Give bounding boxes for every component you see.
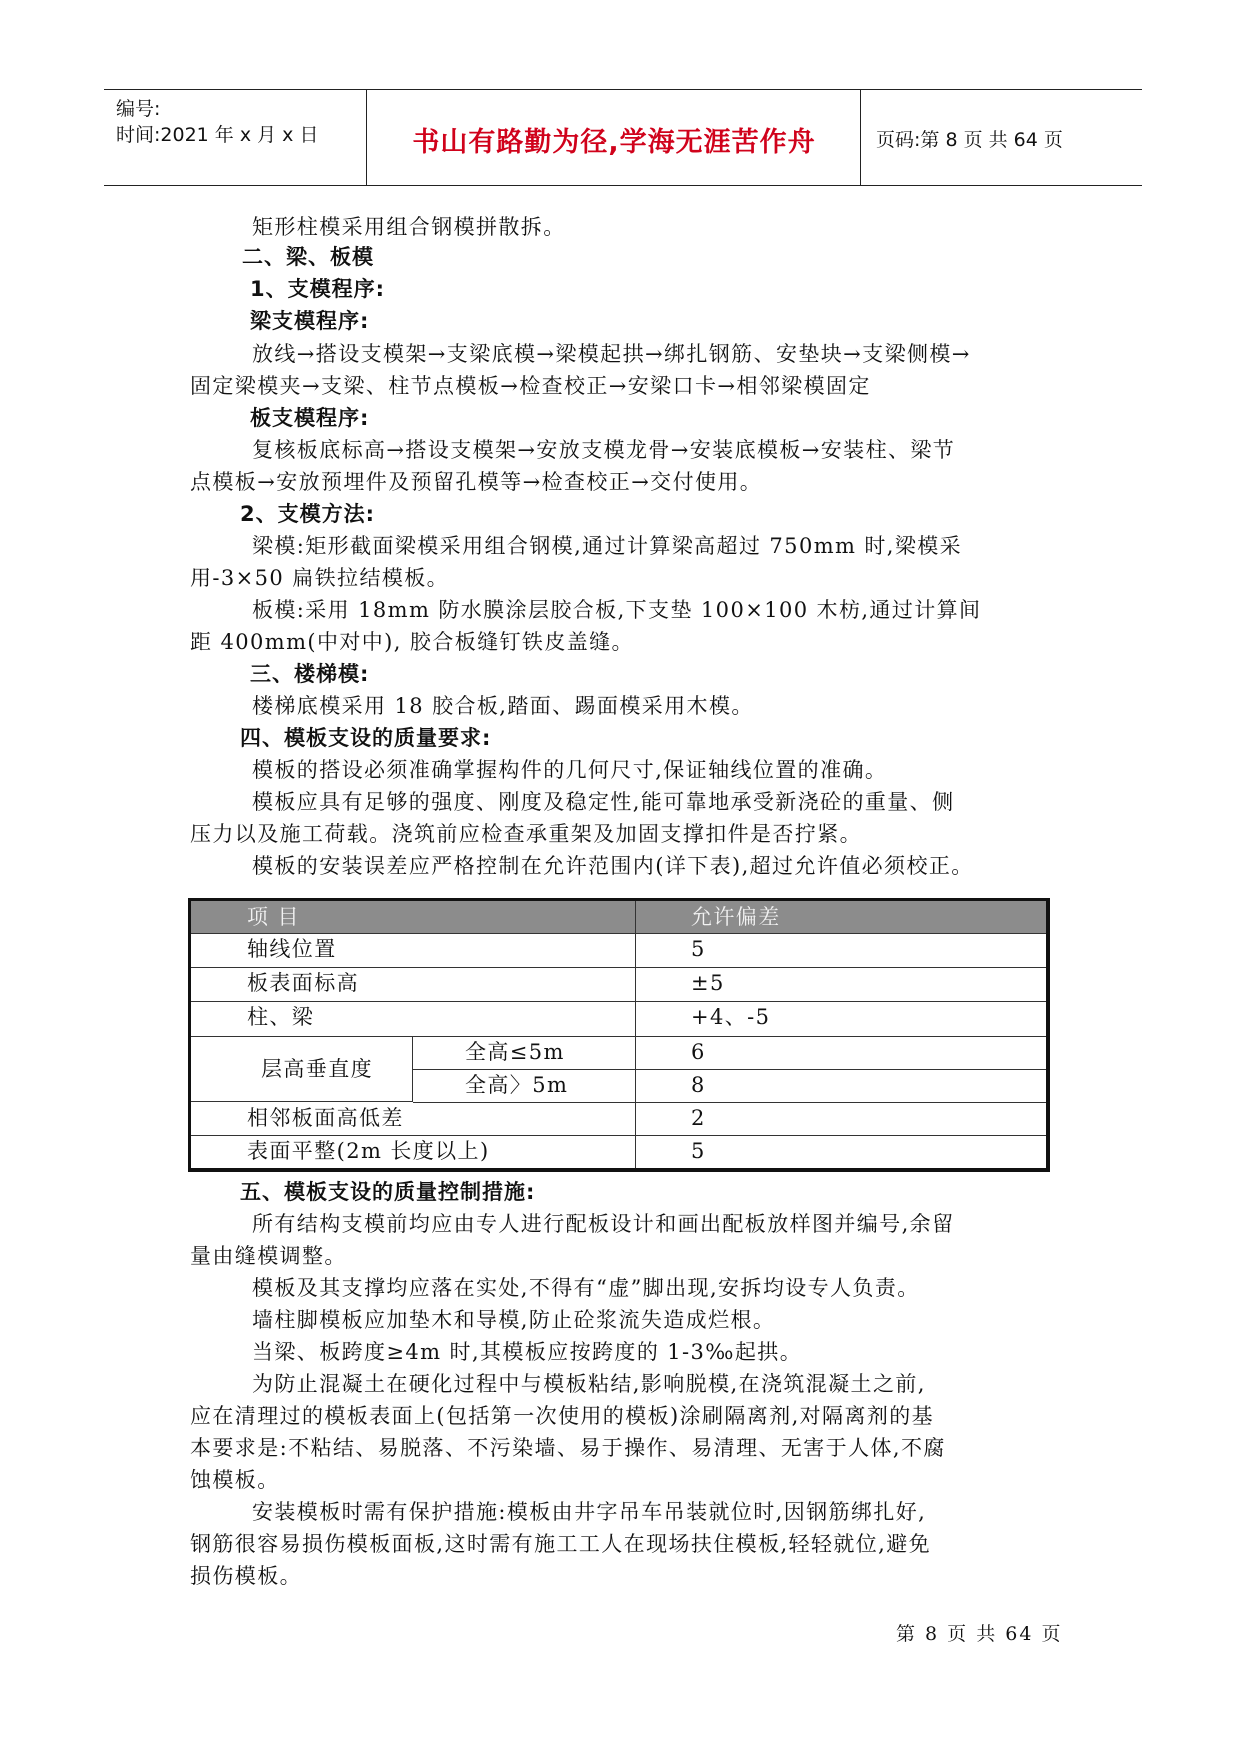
paragraph-line: 复核板底标高→搭设支模架→安放支模龙骨→安装底模板→安装柱、梁节	[252, 438, 956, 462]
table-row	[191, 1102, 1046, 1136]
table-cell-item: 板表面标高	[247, 971, 359, 995]
paragraph: 模板及其支撑均应落在实处,不得有“虚”脚出现,安拆均设专人负责。	[252, 1276, 920, 1300]
subsection-heading: 1、支模程序:	[250, 277, 386, 301]
paragraph-line: 应在清理过的模板表面上(包括第一次使用的模板)涂刷隔离剂,对隔离剂的基	[190, 1404, 935, 1428]
table-cell-item: 柱、梁	[247, 1005, 315, 1029]
table-cell-tolerance: 2	[691, 1106, 706, 1130]
paragraph: 当梁、板跨度≥4m 时,其模板应按跨度的 1-3‰起拱。	[252, 1340, 803, 1364]
header-page-cell	[862, 90, 1142, 185]
table-cell-subitem: 全高〉5m	[465, 1073, 569, 1097]
table-header-tolerance: 允许偏差	[691, 905, 781, 929]
section-heading: 四、模板支设的质量要求:	[240, 726, 492, 750]
paragraph: 模板的安装误差应严格控制在允许范围内(详下表),超过允许值必须校正。	[252, 854, 974, 878]
table-header-row	[191, 901, 1046, 934]
paragraph-line: 蚀模板。	[190, 1468, 280, 1492]
table-cell-subitem: 全高≤5m	[465, 1040, 565, 1064]
paragraph: 矩形柱模采用组合钢模拼散拆。	[252, 215, 566, 239]
table-cell-item: 相邻板面高低差	[247, 1106, 404, 1130]
table-row	[191, 1135, 1046, 1168]
subheading: 板支模程序:	[250, 406, 370, 430]
paragraph-line: 本要求是:不粘结、易脱落、不污染墙、易于操作、易清理、无害于人体,不腐	[190, 1436, 946, 1460]
paragraph-line: 钢筋很容易损伤模板面板,这时需有施工工人在现场扶住模板,轻轻就位,避免	[190, 1532, 932, 1556]
document-time-label: 时间:2021 年 x 月 x 日	[116, 124, 319, 146]
tolerance-table	[188, 898, 1050, 1172]
table-cell-item: 轴线位置	[247, 937, 337, 961]
paragraph: 模板的搭设必须准确掌握构件的几何尺寸,保证轴线位置的准确。	[252, 758, 888, 782]
section-heading: 五、模板支设的质量控制措施:	[240, 1180, 536, 1204]
paragraph-line: 梁模:矩形截面梁模采用组合钢模,通过计算梁高超过 750mm 时,梁模采	[252, 534, 963, 558]
paragraph-line: 用-3×50 扁铁拉结模板。	[190, 566, 450, 590]
table-subrow	[413, 1036, 1046, 1070]
paragraph-line: 为防止混凝土在硬化过程中与模板粘结,影响脱模,在浇筑混凝土之前,	[252, 1372, 926, 1396]
table-cell-tolerance: 5	[691, 937, 706, 961]
header-motto-cell	[368, 90, 861, 185]
paragraph-line: 点模板→安放预埋件及预留孔模等→检查校正→交付使用。	[190, 470, 763, 494]
section-heading: 二、梁、板模	[242, 245, 374, 269]
table-cell-item: 层高垂直度	[261, 1057, 373, 1081]
page-header	[104, 89, 1142, 186]
header-meta-cell	[104, 90, 367, 185]
table-row	[191, 967, 1046, 1002]
paragraph-line: 板模:采用 18mm 防水膜涂层胶合板,下支垫 100×100 木枋,通过计算间	[252, 598, 982, 622]
paragraph-line: 模板应具有足够的强度、刚度及稳定性,能可靠地承受新浇砼的重量、侧	[252, 790, 955, 814]
paragraph-line: 量由缝模调整。	[190, 1244, 347, 1268]
table-cell-tolerance: 5	[691, 1139, 706, 1163]
header-page-label: 页码:第 8 页 共 64 页	[876, 129, 1063, 151]
table-subrow	[413, 1069, 1046, 1103]
paragraph-line: 所有结构支模前均应由专人进行配板设计和画出配板放样图并编号,余留	[252, 1212, 955, 1236]
page-footer: 第 8 页 共 64 页	[896, 1623, 1063, 1645]
subsection-heading: 2、支模方法:	[240, 502, 376, 526]
paragraph-line: 压力以及施工荷载。浇筑前应检查承重架及加固支撑扣件是否拧紧。	[190, 822, 862, 846]
section-heading: 三、楼梯模:	[250, 662, 370, 686]
table-cell-item: 表面平整(2m 长度以上)	[247, 1139, 490, 1163]
table-column-divider	[635, 901, 636, 1168]
table-cell-tolerance: 6	[691, 1040, 706, 1064]
table-merged-cell	[191, 1036, 413, 1102]
header-motto: 书山有路勤为径,学海无涯苦作舟	[412, 127, 816, 158]
paragraph-line: 损伤模板。	[190, 1564, 302, 1588]
table-cell-tolerance: 8	[691, 1073, 706, 1097]
table-row	[191, 1001, 1046, 1037]
table-row	[191, 933, 1046, 968]
paragraph-line: 距 400mm(中对中), 胶合板缝钉铁皮盖缝。	[190, 630, 634, 654]
paragraph-line: 固定梁模夹→支梁、柱节点模板→检查校正→安梁口卡→相邻梁模固定	[190, 374, 871, 398]
paragraph: 楼梯底模采用 18 胶合板,踏面、踢面模采用木模。	[252, 694, 754, 718]
document-number-label: 编号:	[116, 98, 161, 120]
subheading: 梁支模程序:	[250, 309, 370, 333]
paragraph-line: 安装模板时需有保护措施:模板由井字吊车吊装就位时,因钢筋绑扎好,	[252, 1500, 927, 1524]
table-cell-tolerance: +4、-5	[691, 1005, 771, 1029]
table-cell-tolerance: ±5	[691, 971, 725, 995]
table-header-item: 项 目	[247, 905, 300, 929]
paragraph: 墙柱脚模板应加垫木和导模,防止砼浆流失造成烂根。	[252, 1308, 776, 1332]
paragraph-line: 放线→搭设支模架→支梁底模→梁模起拱→绑扎钢筋、安垫块→支梁侧模→	[252, 342, 971, 366]
